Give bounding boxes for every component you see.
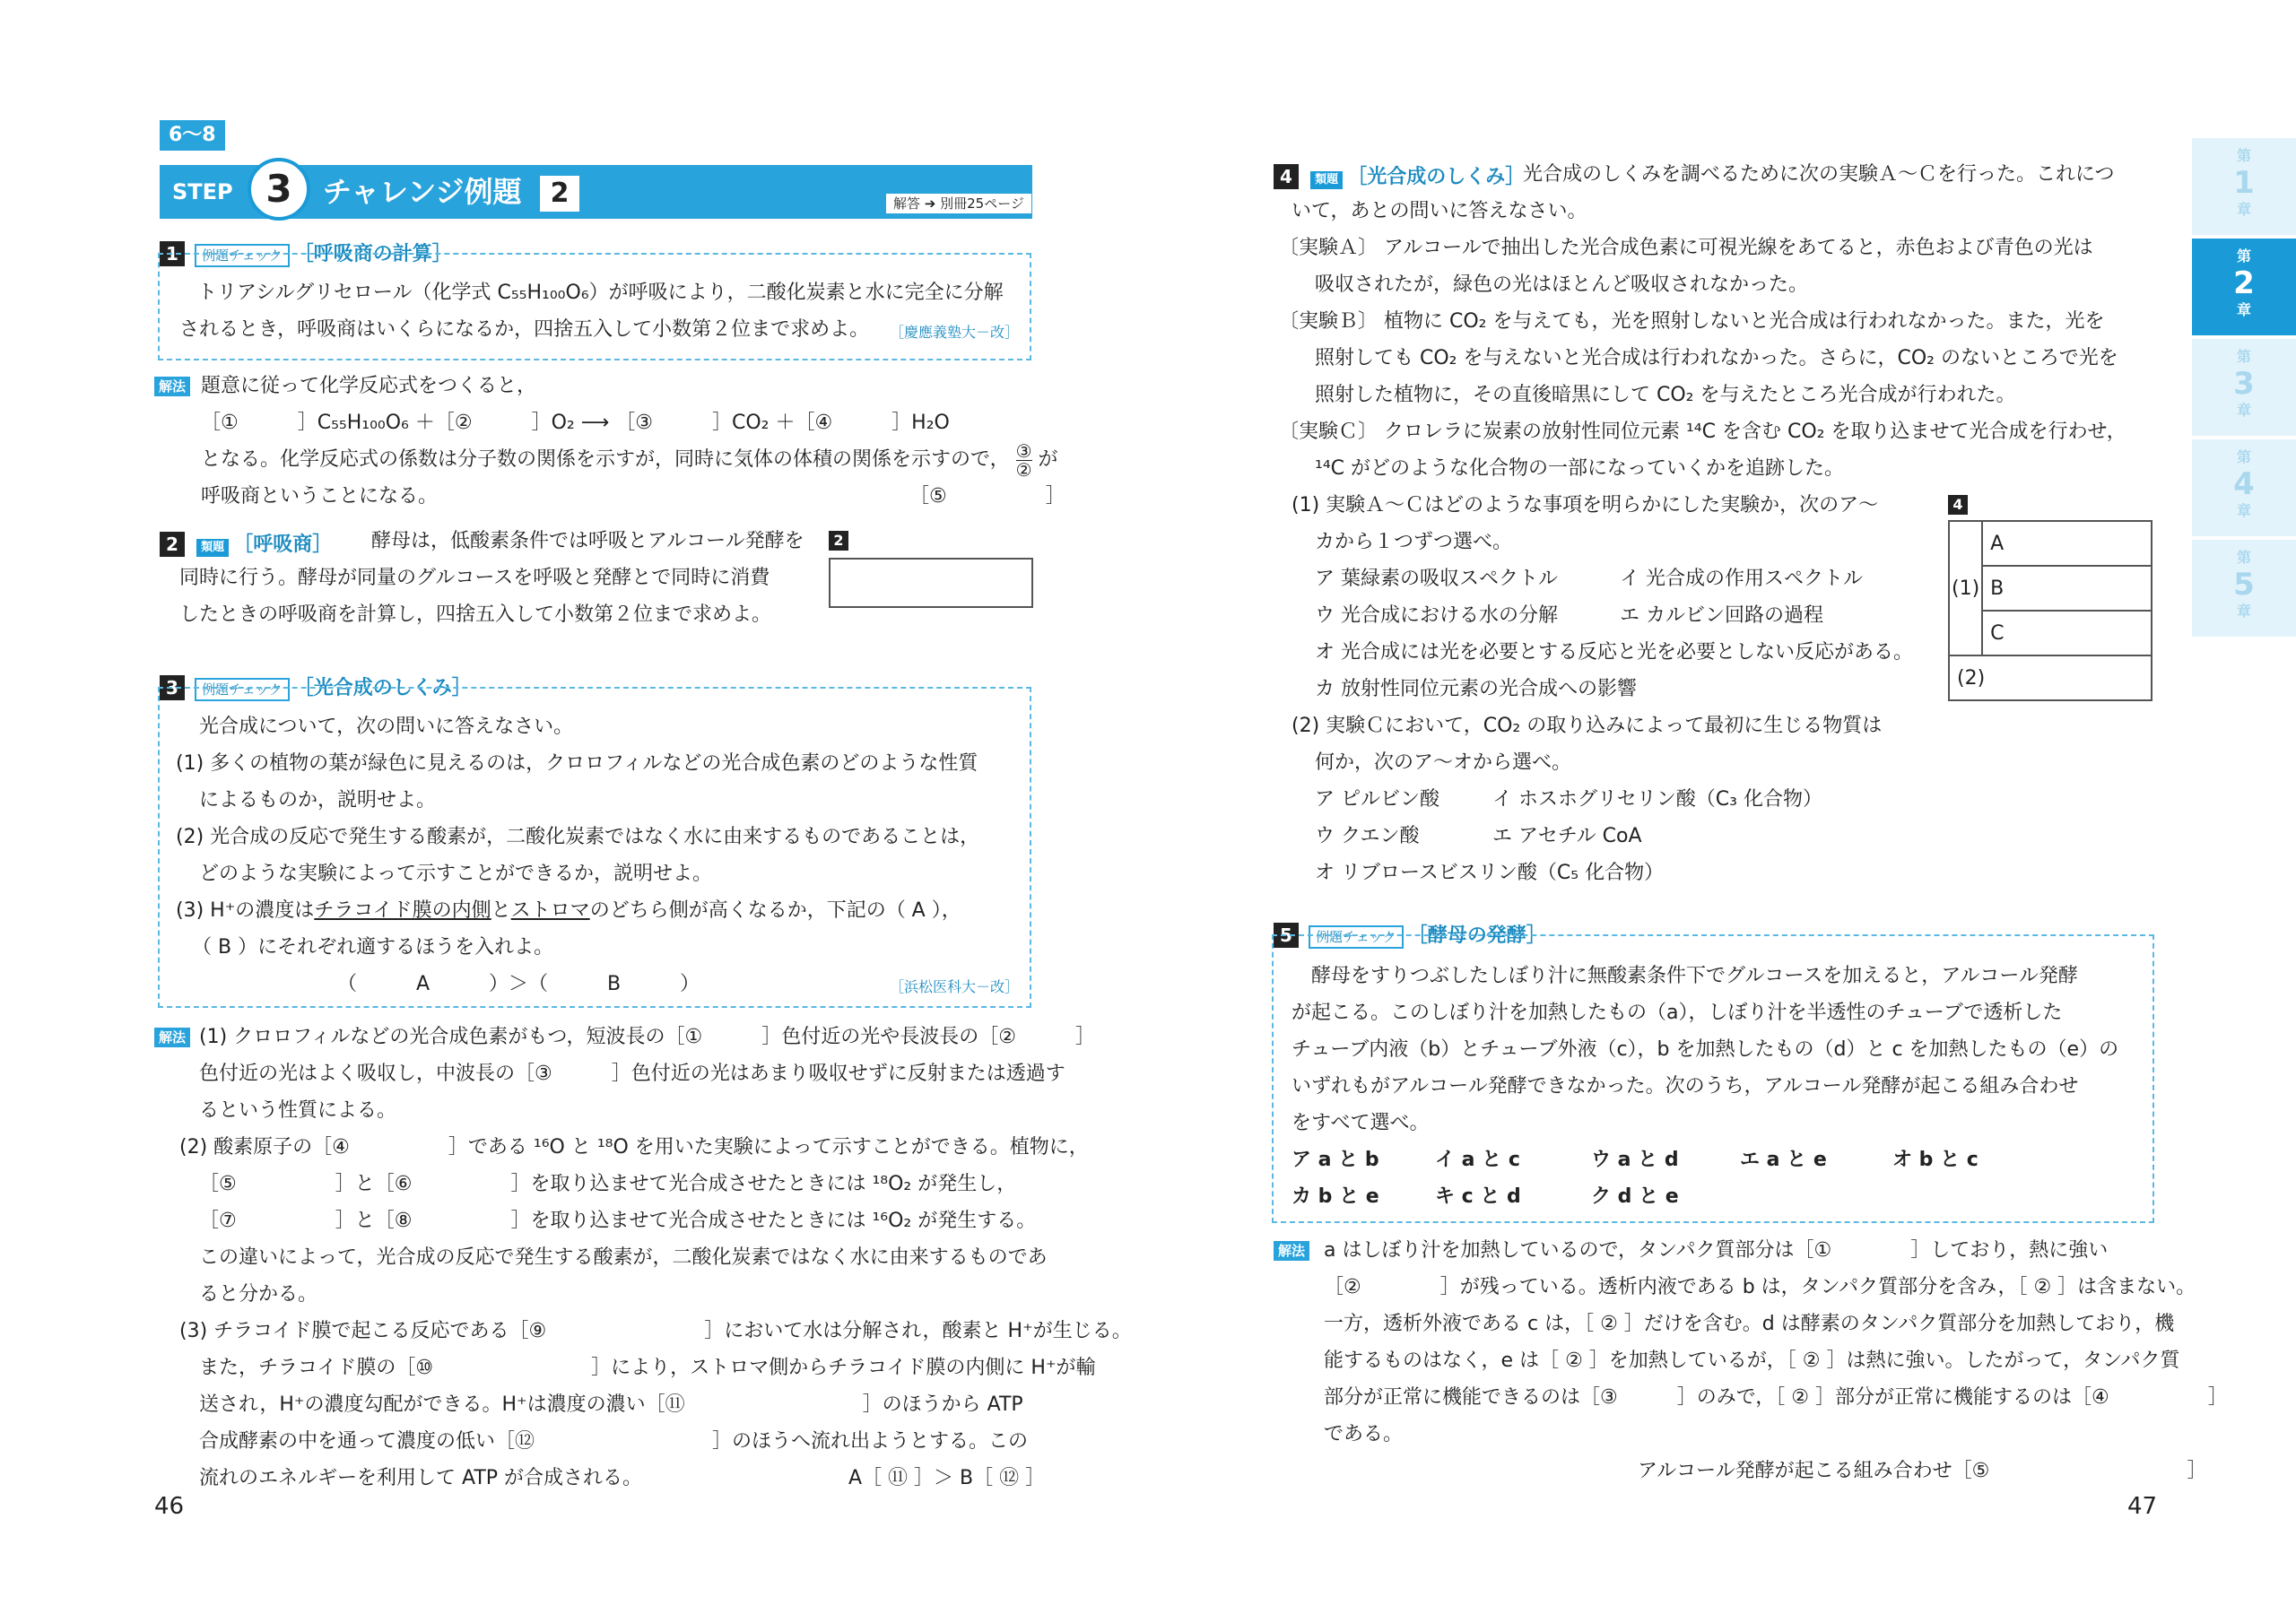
q4-answer-a[interactable]: A bbox=[1982, 521, 2152, 566]
q5-tag: 例題チェック bbox=[1309, 925, 1404, 949]
chapter-tab-4-bottom: 章 bbox=[2236, 502, 2251, 519]
chapter-tab-2-bottom: 章 bbox=[2236, 301, 2251, 318]
q4-q1b: カから１つずつ選べ。 bbox=[1315, 531, 1513, 553]
sol3-l5: ［⑤ ］と［⑥ ］を取り込ませて光合成させたときには ¹⁸O₂ が発生し， bbox=[199, 1173, 1017, 1195]
q1-line2: されるとき，呼吸商はいくらになるか，四捨五入して小数第２位まで求めよ。 bbox=[179, 318, 870, 341]
q2-number: 2 bbox=[160, 532, 185, 557]
q4-answer-label bbox=[1948, 495, 1968, 515]
q2-answer-box[interactable] bbox=[829, 558, 1033, 608]
chapter-tab-2-top: 第 bbox=[2236, 247, 2251, 265]
q3-source: ［浜松医科大－改］ bbox=[890, 978, 1020, 995]
sol3-l13-answer: A［ ⑪ ］＞ B［ ⑫ ］ bbox=[848, 1467, 1046, 1489]
q4-l4: 吸収されたが，緑色の光はほとんど吸収されなかった。 bbox=[1315, 273, 1809, 296]
q5-choice-5: オ b と c bbox=[1892, 1149, 1979, 1171]
sol3-l10: また，チラコイド膜の［⑩ ］により，ストロマ側からチラコイド膜の内側に H⁺が輸 bbox=[199, 1357, 1096, 1379]
q3-p1b: によるものか，説明せよ。 bbox=[199, 789, 437, 812]
sol1-frac-num: ③ bbox=[1015, 439, 1032, 462]
q5-l5: をすべて選べ。 bbox=[1292, 1112, 1430, 1134]
q3-topic: ［光合成のしくみ］ bbox=[293, 677, 472, 699]
q4-answer-b[interactable]: B bbox=[1982, 566, 2152, 611]
q5-l1: 酵母をすりつぶしたしぼり汁に無酸素条件下でグルコースを加えると，アルコール発酵 bbox=[1311, 965, 2078, 987]
chapter-tab-1-top: 第 bbox=[2236, 147, 2251, 164]
chapter-tab-3-top: 第 bbox=[2236, 348, 2251, 365]
chapter-tab-3[interactable] bbox=[2192, 339, 2296, 436]
q4-opt2-e: オ リブロースビスリン酸（C₅ 化合物） bbox=[1315, 862, 1665, 884]
left-page-number: 46 bbox=[154, 1493, 185, 1520]
chapter-tab-1-bottom: 章 bbox=[2236, 201, 2251, 218]
sol3-l2: 色付近の光はよく吸収し，中波長の［③ ］色付近の光はあまり吸収せずに反射または透過す bbox=[199, 1063, 1065, 1085]
q3-p3a-post: のどちら側が高くなるか，下記の（ A ）， bbox=[589, 899, 961, 922]
chapter-tab-2[interactable] bbox=[2192, 239, 2296, 335]
title-number-box bbox=[540, 176, 579, 212]
sol5-l7: アルコール発酵が起こる組み合わせ［⑤ ］ bbox=[1638, 1460, 2207, 1482]
q5-choice-6: カ b と e bbox=[1292, 1185, 1379, 1208]
right-page-number: 47 bbox=[2127, 1493, 2158, 1520]
q5-choice-7: キ c と d bbox=[1435, 1185, 1521, 1208]
sol5-label bbox=[1274, 1241, 1309, 1261]
q4-l8: 〔実験Ｃ〕 クロレラに炭素の放射性同位元素 ¹⁴C を含む CO₂ を取り込ませて光合成を行わせ， bbox=[1279, 421, 2126, 443]
sol3-l6: ［⑦ ］と［⑧ ］を取り込ませて光合成させたときには ¹⁶O₂ が発生する。 bbox=[199, 1210, 1037, 1232]
q1-source: ［慶應義塾大－改］ bbox=[890, 324, 1020, 341]
q4-q2b: 何か，次のア～オから選べ。 bbox=[1315, 751, 1572, 774]
q4-answer-row1-label: (1) bbox=[1949, 521, 1982, 655]
q4-q2a: (2) 実験Ｃにおいて，CO₂ の取り込みによって最初に生じる物質は bbox=[1292, 715, 1883, 737]
sol3-l3: るという性質による。 bbox=[199, 1099, 397, 1122]
q4-answer-c[interactable]: C bbox=[1982, 611, 2152, 655]
chapter-tab-3-bottom: 章 bbox=[2236, 402, 2251, 419]
sol1-answer5: ［⑤ ］ bbox=[909, 485, 1065, 508]
range-badge bbox=[160, 120, 225, 151]
q3-intro: 光合成について，次の問いに答えなさい。 bbox=[199, 716, 574, 738]
q3-p2b: どのような実験によって示すことができるか，説明せよ。 bbox=[199, 863, 713, 885]
q3-p3c: （ A ）＞（ B ） bbox=[337, 973, 700, 995]
q3-p3a-ul1: チラコイド膜の内側 bbox=[314, 899, 491, 922]
q4-l9: ¹⁴C がどのような化合物の一部になっていくかを追跡した。 bbox=[1315, 457, 1844, 480]
q4-answer-label-text: 4 bbox=[1948, 495, 1968, 515]
q4-l5: 〔実験Ｂ〕 植物に CO₂ を与えても，光を照射しないと光合成は行われなかった。また，光を bbox=[1279, 310, 2105, 333]
sol3-l9: (3) チラコイド膜で起こる反応である［⑨ ］において水は分解され，酸素と H⁺が生じる。 bbox=[179, 1320, 1132, 1342]
q1-topic: ［呼吸商の計算］ bbox=[293, 243, 452, 265]
sol1-label-text: 解法 bbox=[154, 377, 190, 396]
sol3-l4: (2) 酸素原子の［④ ］である ¹⁶O と ¹⁸O を用いた実験によって示すことができる。植物に， bbox=[179, 1136, 1089, 1159]
q5-number: 5 bbox=[1274, 923, 1299, 948]
sol5-l6: である。 bbox=[1324, 1423, 1404, 1445]
right-page bbox=[1148, 0, 2296, 1623]
q3-p3a-pre: (3) H⁺の濃度は bbox=[176, 899, 315, 922]
q2-topic: ［呼吸商］ bbox=[233, 534, 333, 556]
q3-p3a-ul2: ストロマ bbox=[510, 899, 590, 922]
q4-opt1-f: カ 放射性同位元素の光合成への影響 bbox=[1315, 678, 1637, 700]
sol3-l1: (1) クロロフィルなどの光合成色素がもつ，短波長の［① ］色付近の光や長波長の［② ］ bbox=[199, 1026, 1095, 1048]
q2-header bbox=[160, 529, 332, 557]
q4-l1: 光合成のしくみを調べるために次の実験Ａ～Ｃを行った。これにつ bbox=[1523, 163, 2115, 186]
sol5-l2: ［② ］が残っている。透析内液である b は，タンパク質部分を含み，［ ② ］は含まない。 bbox=[1324, 1276, 2196, 1298]
step-label: STEP bbox=[172, 179, 233, 204]
q2-answer-label-text: 2 bbox=[829, 531, 848, 551]
sol3-l7: この違いによって，光合成の反応で発生する酸素が，二酸化炭素ではなく水に由来するものであ bbox=[199, 1246, 1048, 1269]
sol3-l12: 合成酵素の中を通って濃度の低い［⑫ ］のほうへ流れ出ようとする。この bbox=[199, 1430, 1029, 1453]
sol3-l8: ると分かる。 bbox=[199, 1283, 318, 1306]
q4-l2: いて，あとの問いに答えなさい。 bbox=[1292, 200, 1587, 222]
chapter-tab-5-num: 5 bbox=[2233, 567, 2255, 603]
q5-choice-4: エ a と e bbox=[1740, 1149, 1827, 1171]
q4-opt1-e: オ 光合成には光を必要とする反応と光を必要としない反応がある。 bbox=[1315, 641, 1913, 664]
sol5-l4: 能するものはなく，e は［ ② ］を加熱しているが，［ ② ］は熱に強い。したがって，タンパク質 bbox=[1324, 1350, 2180, 1372]
q2-tag: 類題 bbox=[196, 539, 229, 557]
sol3-label bbox=[154, 1028, 190, 1047]
range-badge-text: 6～8 bbox=[169, 124, 216, 146]
sol1-line3b: が bbox=[1038, 448, 1058, 471]
q3-p3a bbox=[176, 892, 961, 929]
answer-reference-text: 解答 ➔ 別冊25ページ bbox=[893, 195, 1024, 212]
q4-opt2-c: ウ クエン酸 bbox=[1315, 825, 1420, 847]
q4-answer-table bbox=[1948, 520, 2152, 701]
q1-tag: 例題チェック bbox=[195, 244, 290, 267]
q5-choice-1: ア a と b bbox=[1292, 1149, 1379, 1171]
q5-choice-8: ク d と e bbox=[1591, 1185, 1679, 1208]
q4-header bbox=[1274, 161, 1525, 189]
q3-p3a-mid: と bbox=[491, 899, 511, 922]
q4-l3: 〔実験Ａ〕 アルコールで抽出した光合成色素に可視光線をあてると，赤色および青色の光は bbox=[1279, 237, 2093, 259]
sol5-l3: 一方，透析外液である c は，［ ② ］だけを含む。d は酵素のタンパク質部分を加熱しており，機 bbox=[1324, 1313, 2175, 1335]
q4-tag: 類題 bbox=[1310, 171, 1343, 189]
q4-answer-row2[interactable]: (2) bbox=[1949, 655, 2152, 700]
sol1-line1: 題意に従って化学反応式をつくると， bbox=[201, 375, 537, 397]
sol3-l13: 流れのエネルギーを利用して ATP が合成される。 bbox=[199, 1467, 643, 1489]
chapter-tab-5[interactable] bbox=[2192, 540, 2296, 637]
chapter-tab-1-num: 1 bbox=[2233, 165, 2255, 201]
q5-topic: ［酵母の発酵］ bbox=[1407, 924, 1546, 947]
title-number: 2 bbox=[550, 178, 570, 209]
q4-opt1-c: ウ 光合成における水の分解 bbox=[1315, 604, 1558, 627]
q1-line1: トリアシルグリセロール（化学式 C₅₅H₁₀₀O₆）が呼吸により，二酸化炭素と水に完全に分解 bbox=[197, 282, 1004, 304]
step-title: チャレンジ例題 bbox=[323, 175, 522, 209]
sol1-line4: 呼吸商ということになる。 bbox=[201, 485, 439, 508]
sol5-label-text: 解法 bbox=[1274, 1241, 1309, 1261]
q3-number: 3 bbox=[160, 675, 185, 700]
q4-opt1-d: エ カルビン回路の過程 bbox=[1620, 604, 1823, 627]
chapter-tab-1[interactable] bbox=[2192, 138, 2296, 235]
chapter-tab-4-num: 4 bbox=[2233, 466, 2255, 502]
sol5-l1: a はしぼり汁を加熱しているので，タンパク質部分は［① ］しており，熱に強い bbox=[1324, 1239, 2109, 1262]
q2-line3: したときの呼吸商を計算し，四捨五入して小数第２位まで求めよ。 bbox=[179, 603, 772, 626]
q5-choice-2: イ a と c bbox=[1435, 1149, 1520, 1171]
q5-l3: チューブ内液（b）とチューブ外液（c），b を加熱したもの（d）と c を加熱したもの（e）の bbox=[1292, 1038, 2119, 1061]
sol1-label bbox=[154, 377, 190, 396]
step-number: 3 bbox=[265, 167, 292, 211]
step-number-circle bbox=[248, 158, 310, 221]
q2-line2: 同時に行う。酵母が同量のグルコースを呼吸と発酵とで同時に消費 bbox=[179, 567, 770, 589]
q2-line1: 酵母は，低酸素条件では呼吸とアルコール発酵を bbox=[371, 530, 804, 552]
q5-l2: が起こる。このしぼり汁を加熱したもの（a），しぼり汁を半透性のチューブで透析した bbox=[1292, 1002, 2063, 1024]
answer-reference bbox=[886, 194, 1031, 213]
sol1-line3a: となる。化学反応式の係数は分子数の関係を示すが，同時に気体の体積の関係を示すので， bbox=[201, 448, 1010, 471]
q3-p1a: (1) 多くの植物の葉が緑色に見えるのは，クロロフィルなどの光合成色素のどのような性質 bbox=[176, 752, 978, 775]
q5-choice-3: ウ a と d bbox=[1591, 1149, 1679, 1171]
chapter-tab-5-top: 第 bbox=[2236, 549, 2251, 566]
q4-opt2-a: ア ピルビン酸 bbox=[1315, 788, 1439, 811]
q3-p2a: (2) 光合成の反応で発生する酸素が，二酸化炭素ではなく水に由来するものであることは， bbox=[176, 826, 980, 848]
q4-q1a: (1) 実験Ａ～Ｃはどのような事項を明らかにした実験か，次のア～ bbox=[1292, 494, 1879, 516]
chapter-tab-4[interactable] bbox=[2192, 439, 2296, 536]
sol5-l5: 部分が正常に機能できるのは［③ ］のみで，［ ② ］部分が正常に機能するのは［④ ］ bbox=[1324, 1386, 2228, 1409]
chapter-tab-2-num: 2 bbox=[2233, 265, 2255, 301]
q4-l7: 照射した植物に，その直後暗黒にして CO₂ を与えたところ光合成が行われた。 bbox=[1315, 384, 2016, 406]
q4-opt1-b: イ 光合成の作用スペクトル bbox=[1620, 568, 1863, 590]
sol3-l11: 送され，H⁺の濃度勾配ができる。H⁺は濃度の濃い［⑪ ］のほうから ATP bbox=[199, 1393, 1023, 1416]
sol1-line3 bbox=[201, 441, 1058, 479]
sol1-equation: ［① ］C₅₅H₁₀₀O₆ ＋［② ］O₂ ⟶ ［③ ］CO₂ ＋［④ ］H₂O bbox=[201, 412, 950, 434]
chapter-tab-3-num: 3 bbox=[2233, 366, 2255, 402]
q2-answer-label bbox=[829, 531, 848, 551]
q4-topic: ［光合成のしくみ］ bbox=[1347, 166, 1526, 188]
q3-tag: 例題チェック bbox=[195, 678, 290, 701]
sol1-fraction bbox=[1015, 439, 1032, 481]
q4-opt2-b: イ ホスホグリセリン酸（C₃ 化合物） bbox=[1492, 788, 1822, 811]
sol1-frac-den: ② bbox=[1015, 458, 1032, 481]
sol3-label-text: 解法 bbox=[154, 1028, 190, 1047]
q4-opt1-a: ア 葉緑素の吸収スペクトル bbox=[1315, 568, 1558, 590]
chapter-tab-5-bottom: 章 bbox=[2236, 603, 2251, 620]
q4-number: 4 bbox=[1274, 164, 1299, 189]
chapter-tab-4-top: 第 bbox=[2236, 448, 2251, 465]
q5-l4: いずれもがアルコール発酵できなかった。次のうち，アルコール発酵が起こる組み合わせ bbox=[1292, 1075, 2079, 1098]
q4-l6: 照射しても CO₂ を与えないと光合成は行われなかった。さらに，CO₂ のないところで光を bbox=[1315, 347, 2118, 369]
q4-opt2-d: エ アセチル CoA bbox=[1492, 825, 1642, 847]
q3-p3b: （ B ）にそれぞれ適するほうを入れよ。 bbox=[192, 936, 554, 959]
q1-number: 1 bbox=[160, 241, 185, 266]
